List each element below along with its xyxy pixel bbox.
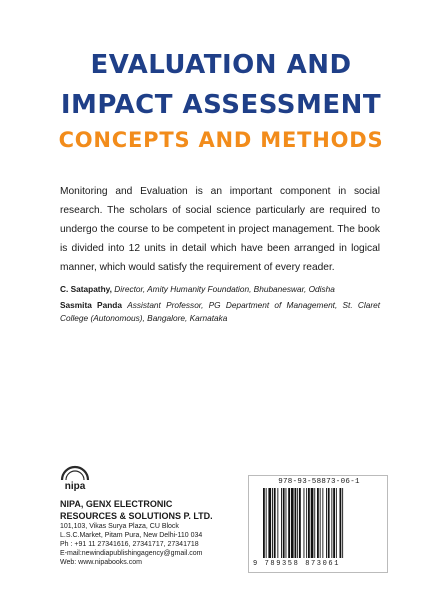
barcode-bar — [272, 488, 273, 558]
barcode-bar — [266, 488, 267, 558]
barcode-bar — [263, 488, 265, 558]
isbn-barcode-block — [248, 475, 388, 573]
publisher-name-line: NIPA, GENX ELECTRONIC — [60, 499, 173, 509]
author-affiliation: Director, Amity Humanity Foundation, Bhubaneswar, Odisha — [114, 284, 335, 294]
book-description: Monitoring and Evaluation is an important component in social research. The scholars of social science particularly are required to undergo the course to be competent in project management. The book is divided into 12 units in detail which have been arranged in logical manner, which would satisfy the requirement of every reader. — [60, 186, 380, 273]
barcode-bar — [268, 488, 271, 558]
barcode-bar — [311, 488, 314, 558]
barcode-bar — [274, 488, 276, 558]
address-line: E-mail:newindiapublishingagency@gmail.com — [60, 550, 203, 557]
barcode-bar — [288, 488, 290, 558]
barcode-bar — [317, 488, 319, 558]
address-line: Web: www.nipabooks.com — [60, 559, 142, 566]
barcode-digits: 9 789358 873061 — [253, 560, 341, 568]
title-line-2: IMPACT ASSESSMENT — [60, 90, 382, 120]
address-line: 101,103, Vikas Surya Plaza, CU Block — [60, 523, 179, 530]
barcode-bar — [333, 488, 335, 558]
barcode-bar — [306, 488, 307, 558]
author-entry — [60, 299, 380, 326]
author-entry — [60, 283, 380, 297]
author-name: C. Satapathy, — [60, 284, 112, 294]
barcode-bar — [277, 488, 278, 558]
barcode-bar — [286, 488, 287, 558]
barcode-bar — [283, 488, 285, 558]
publisher-name — [60, 498, 260, 522]
publisher-address — [60, 522, 280, 567]
barcode-bar — [328, 488, 330, 558]
barcode-bar — [291, 488, 294, 558]
barcode-bar — [340, 488, 342, 558]
barcode-bar — [295, 488, 297, 558]
barcode-bar — [281, 488, 282, 558]
author-list — [60, 283, 380, 328]
subtitle: CONCEPTS AND METHODS — [58, 128, 384, 152]
barcode-bar — [336, 488, 337, 558]
barcode-bar — [342, 488, 343, 558]
logo-text: nipa — [64, 481, 86, 492]
barcode-bar — [304, 488, 305, 558]
author-name: Sasmita Panda — [60, 299, 122, 310]
address-line: Ph : +91 11 27341616, 27341717, 27341718 — [60, 541, 199, 548]
publisher-name-line: RESOURCES & SOLUTIONS P. LTD. — [60, 511, 213, 521]
publisher-logo-icon — [58, 458, 92, 492]
address-line: L.S.C.Market, Pitam Pura, New Delhi-110 034 — [60, 532, 203, 539]
barcode-bar — [308, 488, 310, 558]
barcode-bar — [297, 488, 298, 558]
barcode-bar — [314, 488, 315, 558]
title-line-1: EVALUATION AND — [90, 50, 352, 80]
barcode-bar — [322, 488, 323, 558]
barcode-bar — [331, 488, 332, 558]
barcode-icon — [261, 488, 377, 558]
barcode-bar — [326, 488, 327, 558]
barcode-bar — [299, 488, 301, 558]
barcode-bar — [320, 488, 321, 558]
author-affiliation: Assistant Professor, PG Department of Management, St. Claret College (Autonomous), Bangalore, Karnataka — [60, 299, 381, 323]
isbn-number: 978-93-58873-06-1 — [278, 478, 360, 486]
